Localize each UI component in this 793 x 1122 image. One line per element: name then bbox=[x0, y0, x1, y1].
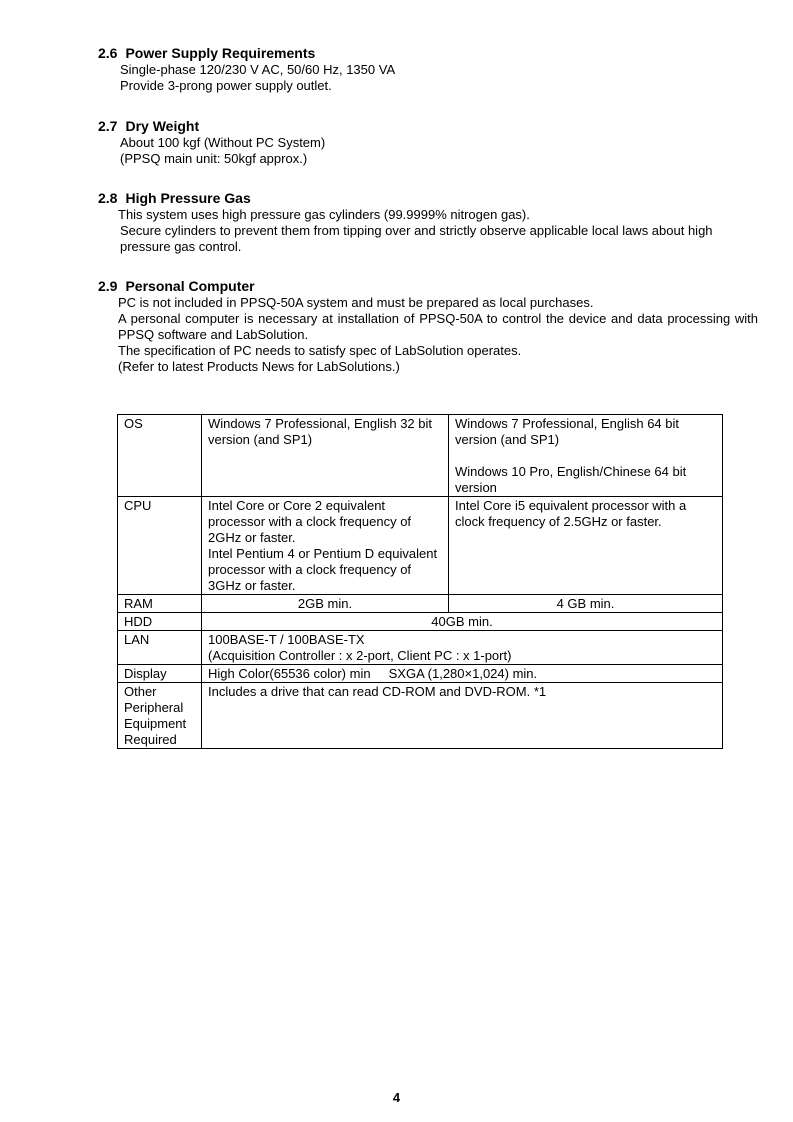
body-line: PC is not included in PPSQ-50A system and must be prepared as local purchases. bbox=[118, 295, 594, 310]
os-64bit-win10: Windows 10 Pro, English/Chinese 64 bit version bbox=[455, 464, 687, 495]
label-line: Required bbox=[124, 732, 177, 747]
lan-standard: 100BASE-T / 100BASE-TX bbox=[208, 632, 365, 647]
pc-spec-table bbox=[117, 414, 723, 749]
section-body bbox=[118, 295, 758, 375]
label-line: Peripheral bbox=[124, 700, 184, 715]
row-label: LAN bbox=[118, 631, 202, 665]
body-line: (PPSQ main unit: 50kgf approx.) bbox=[120, 151, 308, 166]
table-row-other bbox=[118, 683, 723, 749]
row-label: CPU bbox=[118, 497, 202, 595]
table-cell: High Color(65536 color) min SXGA (1,280×1,024) min. bbox=[202, 665, 723, 683]
table-cell: Intel Core i5 equivalent processor with a clock frequency of 2.5GHz or faster. bbox=[449, 497, 723, 595]
table-cell: Includes a drive that can read CD-ROM and DVD-ROM. *1 bbox=[202, 683, 723, 749]
section-power-supply bbox=[98, 45, 758, 94]
section-body bbox=[120, 62, 758, 94]
table-row-display bbox=[118, 665, 723, 683]
body-line: This system uses high pressure gas cylinders (99.9999% nitrogen gas). bbox=[118, 207, 530, 222]
section-body bbox=[120, 135, 758, 167]
section-title: 2.8 High Pressure Gas bbox=[98, 190, 251, 206]
cell-spacer bbox=[455, 448, 716, 464]
table-row-hdd bbox=[118, 613, 723, 631]
body-line: A personal computer is necessary at installation of PPSQ-50A to control the device and data processing with PPSQ software and LabSolution. bbox=[118, 311, 758, 342]
lan-ports: (Acquisition Controller : x 2-port, Client PC : x 1-port) bbox=[208, 648, 512, 663]
table-cell: 40GB min. bbox=[202, 613, 723, 631]
table-cell bbox=[449, 415, 723, 497]
cpu-option-core: Intel Core or Core 2 equivalent processor with a clock frequency of 2GHz or faster. bbox=[208, 498, 412, 545]
row-label: RAM bbox=[118, 595, 202, 613]
section-title: 2.7 Dry Weight bbox=[98, 118, 200, 134]
section-title: 2.6 Power Supply Requirements bbox=[98, 45, 316, 61]
section-personal-computer bbox=[98, 278, 758, 375]
section-body bbox=[118, 207, 758, 255]
table-cell bbox=[202, 631, 723, 665]
body-line: About 100 kgf (Without PC System) bbox=[120, 135, 326, 150]
body-line: The specification of PC needs to satisfy spec of LabSolution operates. bbox=[118, 343, 522, 358]
section-title: 2.9 Personal Computer bbox=[98, 278, 255, 294]
table-row-cpu bbox=[118, 497, 723, 595]
table-cell: 4 GB min. bbox=[449, 595, 723, 613]
row-label: Display bbox=[118, 665, 202, 683]
label-line: Other bbox=[124, 684, 157, 699]
row-label: HDD bbox=[118, 613, 202, 631]
page-number: 4 bbox=[392, 1090, 401, 1105]
table-row-os bbox=[118, 415, 723, 497]
label-line: Equipment bbox=[124, 716, 187, 731]
table-cell: 2GB min. bbox=[202, 595, 449, 613]
row-label bbox=[118, 683, 202, 749]
cpu-option-pentium: Intel Pentium 4 or Pentium D equivalent processor with a clock frequency of 3GHz or faster. bbox=[208, 546, 438, 593]
table-cell: Windows 7 Professional, English 32 bit version (and SP1) bbox=[202, 415, 449, 497]
body-line: (Refer to latest Products News for LabSolutions.) bbox=[118, 359, 400, 374]
table-cell bbox=[202, 497, 449, 595]
body-line: Single-phase 120/230 V AC, 50/60 Hz, 1350 VA bbox=[120, 62, 396, 77]
table-row-lan bbox=[118, 631, 723, 665]
os-64bit-win7: Windows 7 Professional, English 64 bit version (and SP1) bbox=[455, 416, 680, 447]
body-line: Provide 3-prong power supply outlet. bbox=[120, 78, 332, 93]
table-row-ram bbox=[118, 595, 723, 613]
body-line: Secure cylinders to prevent them from tipping over and strictly observe applicable local laws about high pressure gas control. bbox=[120, 223, 713, 254]
section-dry-weight bbox=[98, 118, 758, 167]
section-high-pressure-gas bbox=[98, 190, 758, 255]
row-label: OS bbox=[118, 415, 202, 497]
